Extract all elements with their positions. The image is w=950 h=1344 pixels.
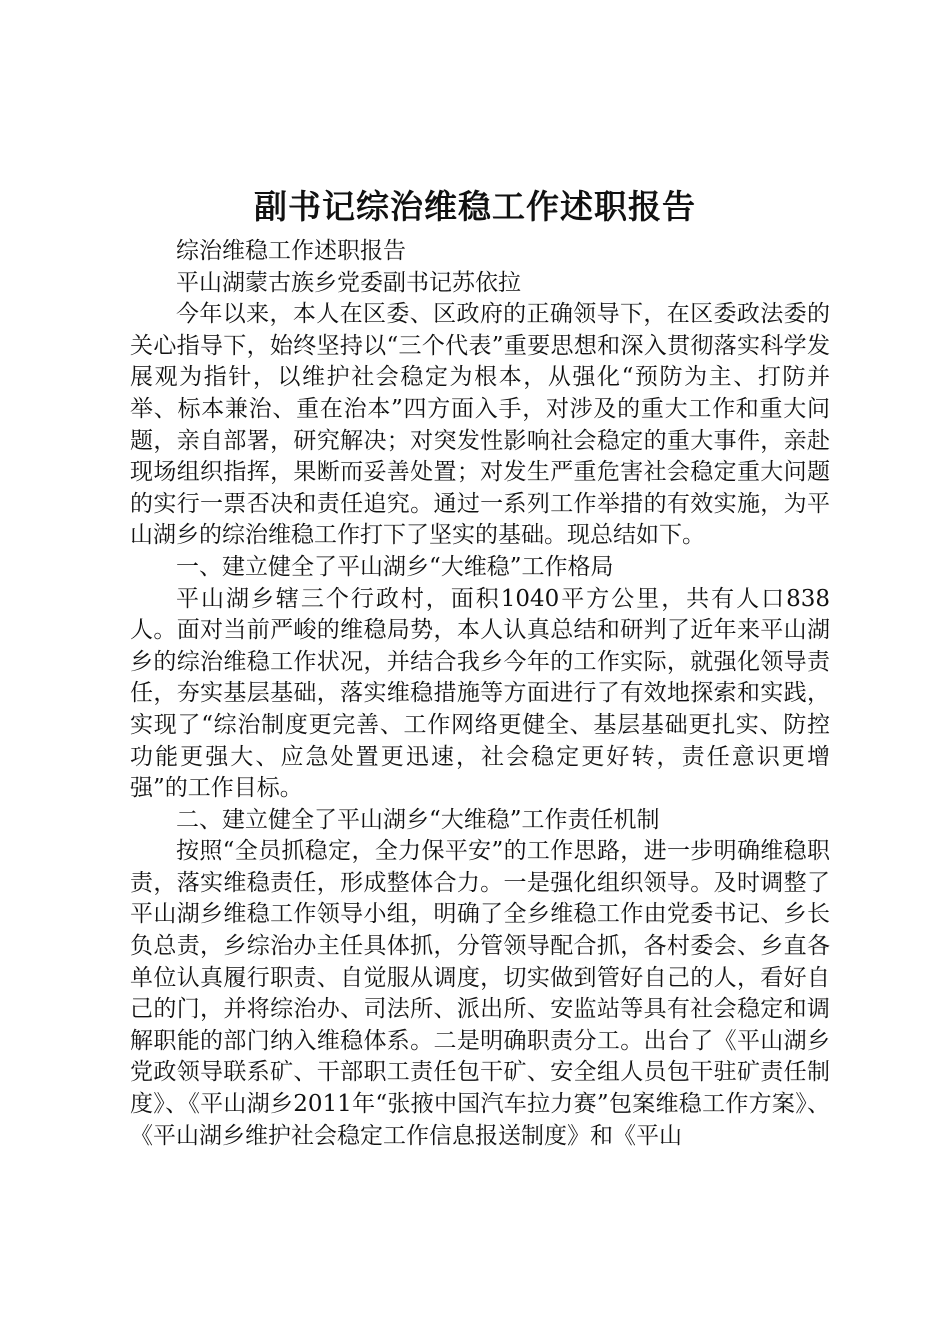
section-heading: 一、建立健全了平山湖乡“大维稳”工作格局 <box>176 553 614 580</box>
document-title: 副书记综治维稳工作述职报告 <box>254 187 696 226</box>
document-body <box>130 236 830 1152</box>
body-paragraph: 平山湖乡辖三个行政村，面积1040平方公里，共有人口838人。面对当前严峻的维稳局势，本人认真总结和研判了近年来平山湖乡的综治维稳工作状况，并结合我乡今年的工作实际，就强化领导责任，夯实基层基础，落实维稳措施等方面进行了有效地探索和实践，实现了“综治制度更完善、工作网络更健全、基层基础更扎实、防控功能更强大、应急处置更迅速，社会稳定更好转，责任意识更增强”的工作目标。 <box>130 585 830 802</box>
section-heading: 二、建立健全了平山湖乡“大维稳”工作责任机制 <box>176 806 660 833</box>
subtitle-paragraph: 综治维稳工作述职报告 <box>176 238 406 264</box>
body-paragraph: 按照“全员抓稳定，全力保平安”的工作思路，进一步明确维稳职责，落实维稳责任，形成整体合力。一是强化组织领导。及时调整了平山湖乡维稳工作领导小组，明确了全乡维稳工作由党委书记、乡长负总责，乡综治办主任具体抓，分管领导配合抓，各村委会、乡直各单位认真履行职责、自觉服从调度，切实做到管好自己的人，看好自己的门，并将综治办、司法所、派出所、安监站等具有社会稳定和调解职能的部门纳入维稳体系。二是明确职责分工。出台了《平山湖乡党政领导联系矿、干部职工责任包干矿、安全组人员包干驻矿责任制度》、《平山湖乡2011年“张掖中国汽车拉力赛”包案维稳工作方案》、《平山湖乡维护社会稳定工作信息报送制度》和《平山 <box>130 838 830 1149</box>
author-line: 平山湖蒙古族乡党委副书记苏依拉 <box>176 269 521 296</box>
body-paragraph: 今年以来，本人在区委、区政府的正确领导下，在区委政法委的关心指导下，始终坚持以“三个代表”重要思想和深入贯彻落实科学发展观为指针，以维护社会稳定为根本，从强化“预防为主、打防并举、标本兼治、重在治本”四方面入手，对涉及的重大工作和重大问题，亲自部署，研究解决；对突发性影响社会稳定的重大事件，亲赴现场组织指挥，果断而妥善处置；对发生严重危害社会稳定重大问题的实行一票否决和责任追究。通过一系列工作举措的有效实施，为平山湖乡的综治维稳工作打下了坚实的基础。现总结如下。 <box>130 301 830 549</box>
